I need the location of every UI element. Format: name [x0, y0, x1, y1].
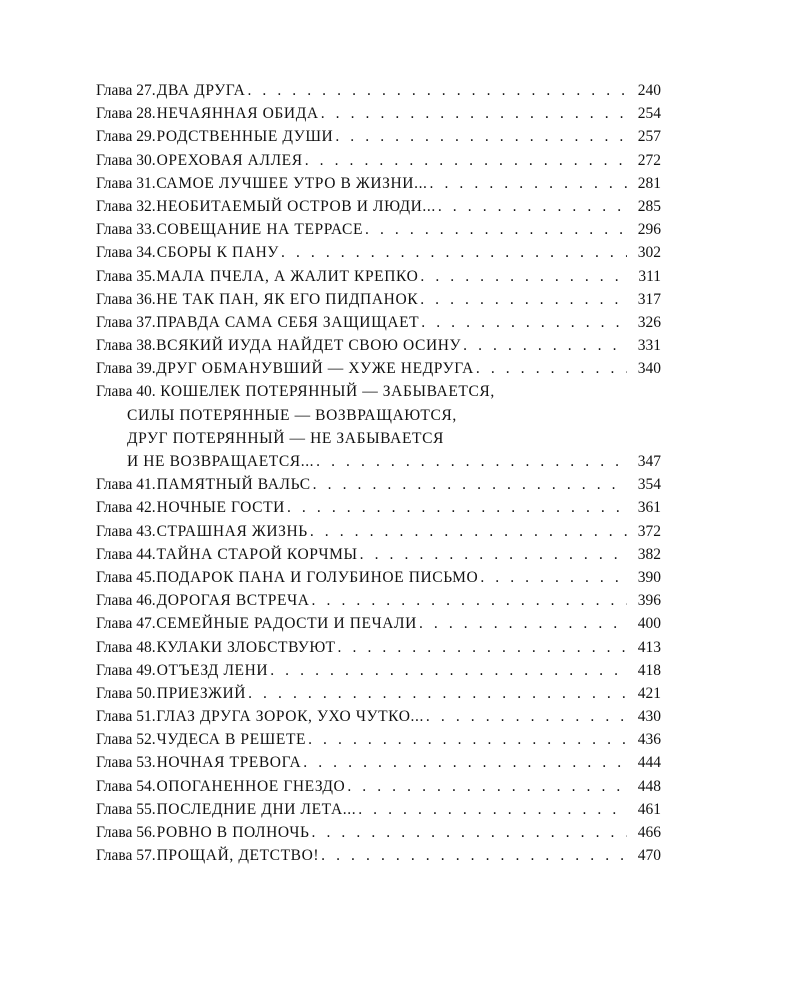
toc-line [96, 357, 661, 380]
chapter-number: Глава 32. [96, 197, 156, 215]
page-number: 436 [637, 731, 661, 749]
toc-entry [96, 195, 661, 218]
toc-entry [96, 288, 661, 311]
chapter-title: КУЛАКИ ЗЛОБСТВУЮТ [156, 638, 336, 656]
page-number: 448 [637, 777, 661, 795]
chapter-number: Глава 36. [96, 290, 156, 308]
toc-entry [96, 751, 661, 774]
chapter-title: ДРУГ ПОТЕРЯННЫЙ — НЕ ЗАБЫВАЕТСЯ [127, 429, 444, 447]
toc-entry [96, 612, 661, 635]
toc-line [96, 566, 661, 589]
chapter-number: Глава 43. [96, 522, 156, 540]
chapter-number: Глава 49. [96, 661, 156, 679]
chapter-title: СИЛЫ ПОТЕРЯННЫЕ — ВОЗВРАЩАЮТСЯ, [127, 406, 457, 424]
chapter-title: НЕОБИТАЕМЫЙ ОСТРОВ И ЛЮДИ... [156, 197, 436, 215]
toc-continuation-line [96, 450, 661, 473]
toc-line [96, 473, 661, 496]
chapter-number: Глава 51. [96, 708, 156, 726]
page-number: 461 [637, 800, 661, 818]
toc-line [96, 380, 661, 403]
page-number: 285 [637, 197, 661, 215]
toc-entry [96, 380, 661, 473]
toc-line [96, 79, 661, 102]
toc-entry [96, 566, 661, 589]
chapter-number: Глава 29. [96, 128, 156, 146]
chapter-number: Глава 34. [96, 244, 156, 262]
chapter-title: СОВЕЩАНИЕ НА ТЕРРАСЕ [156, 221, 364, 239]
dot-leader [358, 798, 627, 821]
dot-leader [347, 775, 627, 798]
dot-leader [365, 218, 627, 241]
chapter-number: Глава 57. [96, 847, 156, 865]
toc-line [96, 612, 661, 635]
toc-line [96, 751, 661, 774]
toc-line [96, 844, 661, 867]
page-number: 272 [637, 151, 661, 169]
dot-leader [310, 520, 627, 543]
toc-line [96, 543, 661, 566]
dot-leader [438, 195, 627, 218]
toc-entry [96, 543, 661, 566]
chapter-number: Глава 50. [96, 684, 156, 702]
chapter-number: Глава 38. [96, 337, 156, 355]
toc-continuation-line [96, 404, 661, 427]
page-number: 240 [637, 82, 661, 99]
page-number: 326 [637, 313, 661, 331]
table-of-contents [96, 79, 661, 867]
chapter-title: ВСЯКИЙ ИУДА НАЙДЕТ СВОЮ ОСИНУ [156, 337, 462, 355]
chapter-title: ТАЙНА СТАРОЙ КОРЧМЫ [156, 545, 358, 563]
dot-leader [338, 636, 627, 659]
page-number: 281 [637, 174, 661, 192]
chapter-title: НЕЧАЯННАЯ ОБИДА [156, 105, 319, 123]
chapter-title: ДРУГ ОБМАНУВШИЙ — ХУЖЕ НЕДРУГА [156, 360, 474, 378]
page-number: 421 [637, 684, 661, 702]
dot-leader [321, 102, 627, 125]
toc-line [96, 636, 661, 659]
chapter-title: НОЧНЫЕ ГОСТИ [156, 499, 285, 517]
page-number: 444 [637, 754, 661, 772]
page-number: 430 [637, 708, 661, 726]
page-number: 400 [637, 615, 661, 633]
page-number: 390 [637, 568, 661, 586]
dot-leader [419, 612, 627, 635]
chapter-title: ПРАВДА САМА СЕБЯ ЗАЩИЩАЕТ [156, 313, 420, 331]
chapter-title: ПАМЯТНЫЙ ВАЛЬС [156, 476, 311, 494]
chapter-number: Глава 40. [96, 383, 156, 401]
page-number: 418 [637, 661, 661, 679]
toc-entry [96, 102, 661, 125]
toc-entry [96, 520, 661, 543]
toc-entry [96, 149, 661, 172]
dot-leader [420, 288, 627, 311]
toc-entry [96, 334, 661, 357]
page-number: 466 [637, 824, 661, 841]
toc-entry [96, 659, 661, 682]
toc-line [96, 520, 661, 543]
toc-entry [96, 218, 661, 241]
toc-continuation-line [96, 427, 661, 450]
chapter-title: ОТЪЕЗД ЛЕНИ [156, 661, 269, 679]
toc-line [96, 682, 661, 705]
toc-line [96, 334, 661, 357]
toc-entry [96, 844, 661, 867]
chapter-title: РОДСТВЕННЫЕ ДУШИ [156, 128, 334, 146]
page-number: 257 [637, 128, 661, 146]
toc-entry [96, 79, 661, 102]
chapter-number: Глава 31. [96, 174, 156, 192]
toc-line [96, 659, 661, 682]
page-number: 354 [637, 476, 661, 494]
dot-leader [303, 751, 627, 774]
toc-entry [96, 798, 661, 821]
page-number: 317 [637, 290, 661, 308]
dot-leader [463, 334, 627, 357]
chapter-title: СТРАШНАЯ ЖИЗНЬ [156, 522, 308, 540]
page-number: 361 [637, 499, 661, 517]
chapter-number: Глава 39. [96, 360, 156, 378]
chapter-number: Глава 41. [96, 476, 156, 494]
chapter-number: Глава 56. [96, 824, 156, 841]
dot-leader [321, 844, 627, 867]
chapter-number: Глава 48. [96, 638, 156, 656]
toc-entry [96, 496, 661, 519]
page-number: 347 [637, 453, 661, 470]
chapter-number: Глава 47. [96, 615, 156, 633]
page-number: 302 [637, 244, 661, 262]
chapter-number: Глава 46. [96, 592, 156, 610]
chapter-title: РОВНО В ПОЛНОЧЬ [156, 824, 310, 841]
dot-leader [360, 543, 627, 566]
chapter-title: НОЧНАЯ ТРЕВОГА [156, 754, 302, 772]
toc-line [96, 589, 661, 612]
toc-line [96, 821, 661, 844]
toc-entry [96, 265, 661, 288]
chapter-title: ОПОГАНЕННОЕ ГНЕЗДО [156, 777, 346, 795]
toc-line [96, 288, 661, 311]
toc-entry [96, 775, 661, 798]
page-number: 372 [637, 522, 661, 540]
dot-leader [305, 149, 627, 172]
toc-line [96, 172, 661, 195]
toc-line [96, 496, 661, 519]
dot-leader [312, 589, 627, 612]
dot-leader [421, 311, 627, 334]
dot-leader [430, 172, 627, 195]
chapter-title: САМОЕ ЛУЧШЕЕ УТРО В ЖИЗНИ... [156, 174, 428, 192]
toc-line [96, 775, 661, 798]
toc-line [96, 125, 661, 148]
dot-leader [247, 79, 627, 102]
chapter-number: Глава 52. [96, 731, 156, 749]
page-number: 382 [637, 545, 661, 563]
chapter-title: ДВА ДРУГА [156, 82, 246, 99]
page-number: 311 [638, 267, 661, 285]
toc-entry [96, 125, 661, 148]
dot-leader [281, 241, 627, 264]
chapter-title: СЕМЕЙНЫЕ РАДОСТИ И ПЕЧАЛИ [156, 615, 417, 633]
chapter-title: ДОРОГАЯ ВСТРЕЧА [156, 592, 310, 610]
chapter-title: ГЛАЗ ДРУГА ЗОРОК, УХО ЧУТКО... [156, 708, 424, 726]
dot-leader [316, 450, 627, 473]
toc-line [96, 728, 661, 751]
chapter-number: Глава 53. [96, 754, 156, 772]
toc-line [96, 102, 661, 125]
toc-line [96, 241, 661, 264]
toc-line [96, 311, 661, 334]
page-number: 254 [637, 105, 661, 123]
chapter-number: Глава 37. [96, 313, 156, 331]
page-number: 296 [637, 221, 661, 239]
toc-entry [96, 821, 661, 844]
toc-entry [96, 311, 661, 334]
chapter-number: Глава 35. [96, 267, 156, 285]
dot-leader [480, 566, 627, 589]
dot-leader [312, 821, 627, 844]
chapter-number: Глава 42. [96, 499, 156, 517]
toc-line [96, 149, 661, 172]
dot-leader [248, 682, 627, 705]
chapter-title: ОРЕХОВАЯ АЛЛЕЯ [156, 151, 303, 169]
chapter-title: ПРОЩАЙ, ДЕТСТВО! [156, 847, 320, 865]
dot-leader [476, 357, 627, 380]
toc-entry [96, 728, 661, 751]
dot-leader [420, 265, 627, 288]
toc-line [96, 705, 661, 728]
chapter-title: ПОСЛЕДНИЕ ДНИ ЛЕТА... [156, 800, 357, 818]
page-number: 413 [637, 638, 661, 656]
toc-entry [96, 636, 661, 659]
toc-entry [96, 705, 661, 728]
dot-leader [426, 705, 627, 728]
page-number: 331 [637, 337, 661, 355]
dot-leader [335, 125, 627, 148]
chapter-title: КОШЕЛЕК ПОТЕРЯННЫЙ — ЗАБЫВАЕТСЯ, [160, 383, 495, 401]
toc-entry [96, 357, 661, 380]
toc-entry [96, 241, 661, 264]
toc-line [96, 265, 661, 288]
toc-entry [96, 473, 661, 496]
page-number: 470 [637, 847, 661, 865]
chapter-title: ЧУДЕСА В РЕШЕТЕ [156, 731, 307, 749]
toc-entry [96, 172, 661, 195]
chapter-number: Глава 27. [96, 82, 156, 99]
chapter-number: Глава 28. [96, 105, 156, 123]
chapter-number: Глава 54. [96, 777, 156, 795]
chapter-title: ПОДАРОК ПАНА И ГОЛУБИНОЕ ПИСЬМО [156, 568, 479, 586]
dot-leader [308, 728, 627, 751]
toc-line [96, 798, 661, 821]
chapter-title: НЕ ТАК ПАН, ЯК ЕГО ПИДПАНОК [156, 290, 419, 308]
dot-leader [313, 473, 627, 496]
chapter-number: Глава 55. [96, 800, 156, 818]
chapter-title: СБОРЫ К ПАНУ [156, 244, 279, 262]
chapter-title: ПРИЕЗЖИЙ [156, 684, 247, 702]
page-number: 340 [637, 360, 661, 378]
chapter-number: Глава 33. [96, 221, 156, 239]
chapter-title: МАЛА ПЧЕЛА, А ЖАЛИТ КРЕПКО [156, 267, 419, 285]
toc-line [96, 195, 661, 218]
chapter-number: Глава 30. [96, 151, 156, 169]
dot-leader [270, 659, 627, 682]
chapter-number: Глава 45. [96, 568, 156, 586]
toc-entry [96, 589, 661, 612]
page-number: 396 [637, 592, 661, 610]
chapter-title: И НЕ ВОЗВРАЩАЕТСЯ... [127, 453, 315, 470]
toc-entry [96, 682, 661, 705]
toc-line [96, 218, 661, 241]
dot-leader [287, 496, 627, 519]
chapter-number: Глава 44. [96, 545, 156, 563]
